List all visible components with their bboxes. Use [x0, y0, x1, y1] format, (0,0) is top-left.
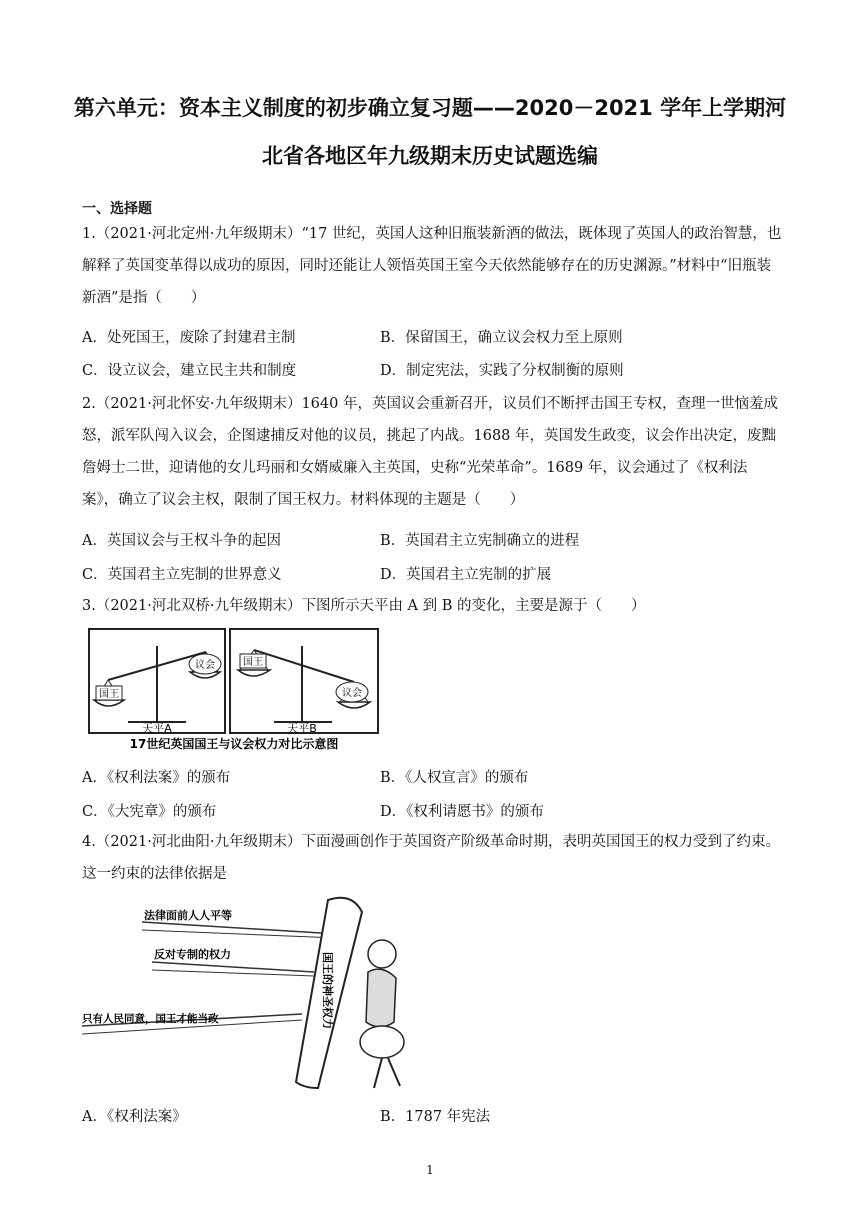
q4-option-a: A．《权利法案》	[82, 1109, 187, 1125]
cartoon-shield-label: 国王的神圣权力	[321, 952, 334, 1029]
balance-caption: 17世纪英国国王与议会权力对比示意图	[129, 737, 339, 751]
question-3-stem: 3.（2021·河北双桥·九年级期末）下图所示天平由 A 到 B 的变化，主要是源于（ ）	[82, 598, 646, 614]
cartoon-arrow-3-label: 只有人民同意，国王才能当政	[82, 1013, 219, 1025]
q2-option-a: A．英国议会与王权斗争的起因	[82, 533, 281, 549]
question-4-stem: 4.（2021·河北曲阳·九年级期末）下面漫画创作于英国资产阶级革命时期，表明英国国王的权力受到了约束。这一约束的法律依据是	[82, 834, 780, 882]
q4-option-b: B．1787 年宪法	[380, 1109, 491, 1125]
cartoon-arrow-2-label: 反对专制的权力	[154, 948, 231, 961]
title-line-2: 北省各地区年九级期末历史试题选编	[262, 144, 598, 168]
balance-b-parliament: 议会	[342, 688, 362, 699]
title-line-1: 第六单元：资本主义制度的初步确立复习题——2020－2021 学年上学期河	[73, 96, 787, 120]
section-heading: 一、选择题	[82, 201, 152, 217]
cartoon-arrow-1-label: 法律面前人人平等	[144, 909, 232, 922]
page-number: 1	[426, 1163, 434, 1177]
q2-option-d: D．英国君主立宪制的扩展	[380, 567, 552, 583]
q1-option-c: C．设立议会，建立民主共和制度	[82, 363, 297, 379]
q3-option-b: B．《人权宣言》的颁布	[380, 770, 529, 786]
question-2-stem: 2.（2021·河北怀安·九年级期末）1640 年，英国议会重新召开，议员们不断抨击国王专权，查理一世恼羞成怒，派军队闯入议会，企图逮捕反对他的议员，挑起了内战。1688 年，英国发生政变，议会作出决定，废黜詹姆士二世，迎请他的女儿玛丽和女婿威廉入主英国，史称“光荣革命”。1689 年，议会通过了《权利法案》，确立了议会主权，限制了国王权力。材料体现的主题是（ ）	[82, 396, 778, 508]
balance-b-label: 天平B	[287, 722, 317, 735]
q3-option-a: A．《权利法案》的颁布	[82, 770, 231, 786]
q3-option-c: C．《大宪章》的颁布	[82, 804, 217, 820]
q1-option-d: D．制定宪法，实践了分权制衡的原则	[380, 363, 624, 379]
balance-b-king: 国王	[243, 657, 263, 668]
balance-a-parliament: 议会	[195, 660, 215, 671]
question-1-stem: 1.（2021·河北定州·九年级期末）“17 世纪，英国人这种旧瓶装新酒的做法，既体现了英国人的政治智慧，也解释了英国变革得以成功的原因，同时还能让人领悟英国王室今天依然能够存在的历史渊源。”材料中“旧瓶装新酒”是指（ ）	[82, 226, 782, 306]
balance-figure	[88, 628, 380, 752]
balance-a-label: 天平A	[142, 722, 172, 735]
q3-option-d: D．《权利请愿书》的颁布	[380, 804, 544, 820]
q2-option-b: B．英国君主立宪制确立的进程	[380, 533, 580, 549]
q1-option-a: A．处死国王，废除了封建君主制	[82, 330, 296, 346]
q1-option-b: B．保留国王，确立议会权力至上原则	[380, 330, 623, 346]
cartoon-figure	[82, 892, 422, 1092]
q2-option-c: C．英国君主立宪制的世界意义	[82, 567, 282, 583]
balance-a-king: 国王	[99, 689, 119, 700]
